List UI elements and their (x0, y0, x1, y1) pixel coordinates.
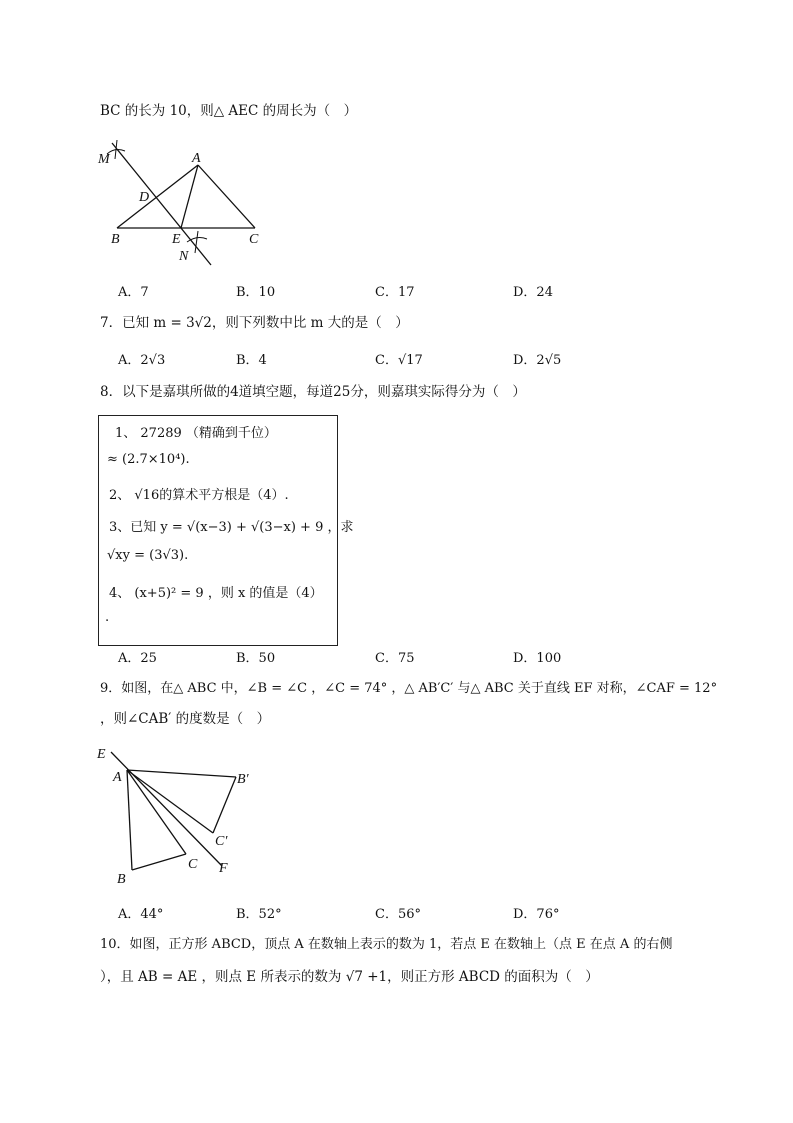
segment-AB (127, 770, 132, 870)
box-line-5: √xy = (3√3). (107, 548, 189, 563)
q6-figure (95, 135, 270, 270)
q8-option-d: D．100 (513, 651, 562, 666)
label-B-prime: B′ (237, 772, 249, 787)
q7-option-a: A．2√3 (118, 353, 166, 368)
label-E: E (172, 232, 181, 247)
q9-figure (95, 740, 265, 890)
q9-option-b: B．52° (236, 907, 282, 922)
label-F: F (219, 861, 228, 876)
box-line-1: 1、 27289 （精确到千位） (115, 426, 277, 441)
label-B: B (117, 872, 126, 887)
label-C: C (249, 232, 259, 247)
label-N: N (179, 249, 189, 264)
q8-option-b: B．50 (236, 651, 276, 666)
q8-option-c: C．75 (375, 651, 415, 666)
q7-stem: 7．已知 m = 3√2，则下列数中比 m 大的是（ ） (100, 315, 409, 331)
q6-option-d: D．24 (513, 285, 553, 300)
q9-option-d: D．76° (513, 907, 560, 922)
q9-stem-line-1: 9．如图，在△ ABC 中，∠B = ∠C ，∠C = 74° ，△ AB′C′ 与△ ABC 关于直线 EF 对称，∠CAF = 12° (100, 681, 718, 696)
segment-BC (132, 854, 186, 870)
box-line-3: 2、 √16的算术平方根是（4）. (109, 488, 289, 503)
q8-answer-box (98, 415, 354, 646)
q6-option-b: B．10 (236, 285, 276, 300)
segment-AC (198, 165, 255, 228)
box-line-6: 4、 (x+5)² = 9 ，则 x 的值是（4） (109, 586, 323, 601)
q9-option-c: C．56° (375, 907, 421, 922)
label-C: C (188, 857, 198, 872)
box-line-7: . (105, 610, 110, 625)
label-C-prime: C′ (215, 834, 228, 849)
label-M: M (98, 152, 110, 167)
label-D: D (139, 190, 150, 205)
q6-stem: BC 的长为 10，则△ AEC 的周长为（ ） (100, 103, 358, 119)
line-EF (111, 752, 222, 866)
label-A: A (113, 770, 122, 785)
label-A: A (192, 151, 201, 166)
label-E: E (97, 747, 106, 762)
q7-option-c: C．√17 (375, 353, 423, 368)
segment-AC (127, 770, 186, 854)
q9-option-a: A．44° (118, 907, 164, 922)
label-B: B (111, 232, 120, 247)
q7-option-d: D．2√5 (513, 353, 562, 368)
segment-AB (117, 165, 198, 228)
segment-AC-prime (127, 770, 213, 833)
q8-option-a: A．25 (118, 651, 157, 666)
segment-AB-prime (127, 770, 236, 777)
q9-stem-line-2: ，则∠CAB′ 的度数是（ ） (100, 711, 271, 727)
q6-option-a: A．7 (118, 285, 149, 300)
q6-option-c: C．17 (375, 285, 415, 300)
segment-AE (181, 165, 198, 228)
q7-option-b: B．4 (236, 353, 267, 368)
box-line-4: 3、已知 y = √(x−3) + √(3−x) + 9 ，求 (109, 520, 354, 535)
segment-B-prime-C-prime (213, 777, 236, 833)
box-line-2: ≈ (2.7×10⁴). (107, 452, 190, 467)
q10-stem-line-2: ），且 AB = AE ，则点 E 所表示的数为 √7 +1，则正方形 ABCD 的面积为（ ） (100, 969, 599, 985)
q8-stem: 8．以下是嘉琪所做的4道填空题，每道25分，则嘉琪实际得分为（ ） (100, 384, 526, 400)
q10-stem-line-1: 10．如图，正方形 ABCD，顶点 A 在数轴上表示的数为 1，若点 E 在数轴上（点 E 在点 A 的右侧 (100, 937, 673, 952)
